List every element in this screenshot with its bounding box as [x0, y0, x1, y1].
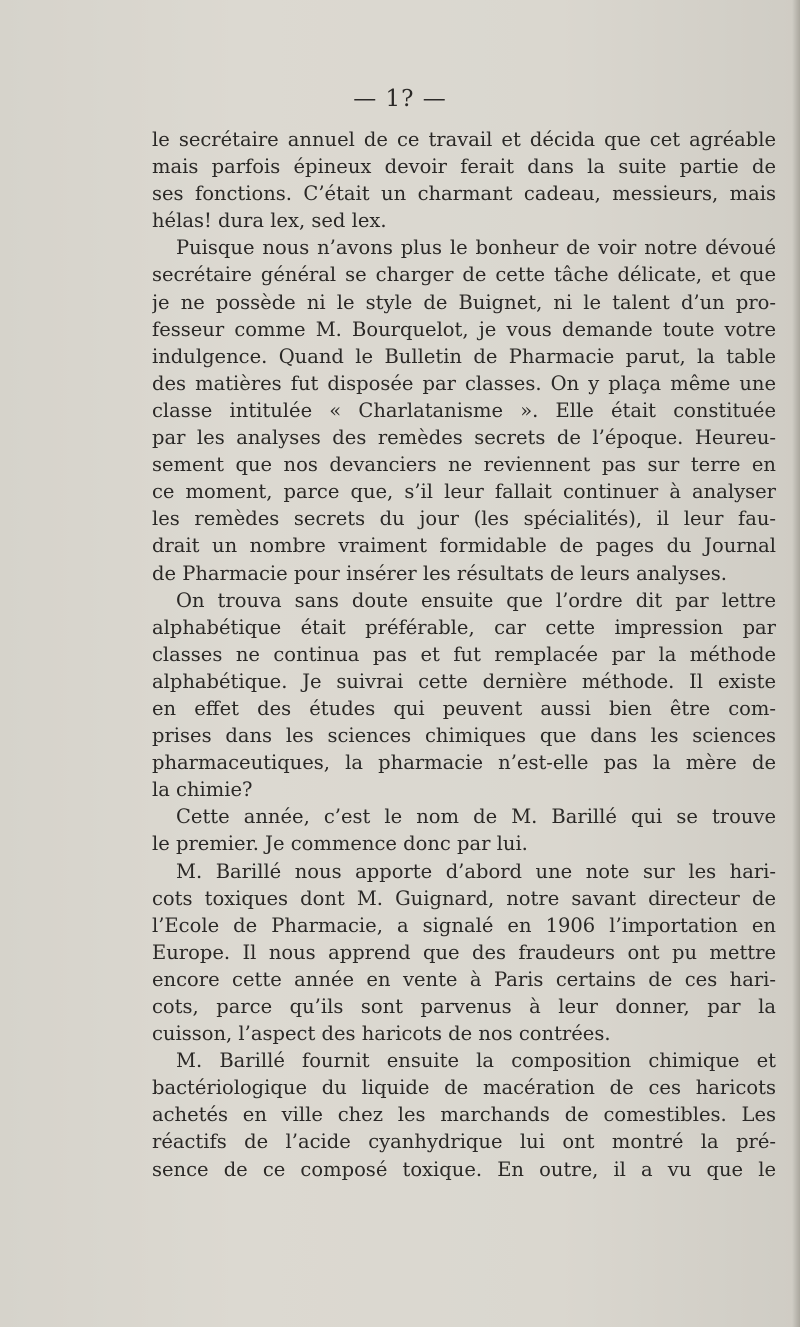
text-line: cots, parce qu’ils sont parvenus à leur donner, par la — [152, 995, 776, 1018]
text-line: M. Barillé nous apporte d’abord une note sur les hari- — [176, 859, 776, 883]
text-line: réactifs de l’acide cyanhydrique lui ont montré la pré- — [152, 1130, 776, 1154]
text-line: M. Barillé fournit ensuite la composition chimique et — [176, 1049, 776, 1073]
text-line: classe intitulée « Charlatanisme ». Elle était constituée — [152, 398, 776, 422]
text-line: Europe. Il nous apprend que des fraudeurs ont pu mettre — [152, 940, 776, 964]
text-line: je ne possède ni le style de Buignet, ni le talent d’un pro- — [152, 290, 776, 314]
text-line: drait un nombre vraiment formidable de pages du Journal — [152, 534, 776, 558]
text-line: hélas! dura lex, sed lex. — [152, 209, 387, 233]
text-line: fesseur comme M. Bourquelot, je vous demande toute votre — [152, 317, 776, 341]
text-line: secrétaire général se charger de cette tâche délicate, et que — [152, 263, 776, 287]
text-line: classes ne continua pas et fut remplacée par la méthode — [152, 642, 776, 666]
text-line: par les analyses des remèdes secrets de l’époque. Heureu- — [152, 426, 776, 450]
text-line: le secrétaire annuel de ce travail et décida que cet agréable — [152, 128, 776, 151]
page-edge-shadow — [792, 0, 800, 1327]
text-line: le premier. Je commence donc par lui. — [152, 832, 528, 856]
text-line: l’Ecole de Pharmacie, a signalé en 1906 l’importation en — [152, 913, 776, 937]
page-number: — 1? — — [353, 86, 447, 112]
text-line: en effet des études qui peuvent aussi bien être com- — [152, 696, 776, 720]
text-line: On trouva sans doute ensuite que l’ordre dit par lettre — [176, 588, 776, 612]
text-line: sence de ce composé toxique. En outre, il a vu que le — [152, 1157, 776, 1181]
text-line: alphabétique. Je suivrai cette dernière méthode. Il existe — [152, 669, 776, 693]
text-line: ce moment, parce que, s’il leur fallait continuer à analyser — [152, 480, 776, 504]
text-line: ses fonctions. C’était un charmant cadeau, messieurs, mais — [152, 182, 776, 206]
text-line: bactériologique du liquide de macération de ces haricots — [152, 1076, 776, 1100]
text-line: prises dans les sciences chimiques que dans les sciences — [152, 724, 776, 748]
text-line: Puisque nous n’avons plus le bonheur de voir notre dévoué — [176, 236, 776, 260]
text-line: mais parfois épineux devoir ferait dans la suite partie de — [152, 155, 776, 179]
text-line: encore cette année en vente à Paris certains de ces hari- — [152, 967, 776, 991]
text-line: les remèdes secrets du jour (les spécialités), il leur fau- — [152, 507, 776, 531]
text-line: cuisson, l’aspect des haricots de nos contrées. — [152, 1022, 611, 1046]
text-line: indulgence. Quand le Bulletin de Pharmacie parut, la table — [152, 344, 776, 368]
text-line: achetés en ville chez les marchands de comestibles. Les — [152, 1103, 776, 1127]
text-line: la chimie? — [152, 778, 253, 802]
text-line: Cette année, c’est le nom de M. Barillé qui se trouve — [176, 805, 776, 829]
text-line: cots toxiques dont M. Guignard, notre savant directeur de — [152, 886, 776, 910]
body-text — [152, 126, 776, 1183]
text-line: des matières fut disposée par classes. On y plaça même une — [152, 371, 776, 395]
text-line: de Pharmacie pour insérer les résultats de leurs analyses. — [152, 561, 727, 585]
text-line: alphabétique était préférable, car cette impression par — [152, 615, 776, 639]
text-line: sement que nos devanciers ne reviennent pas sur terre en — [152, 453, 776, 477]
text-line: pharmaceutiques, la pharmacie n’est-elle pas la mère de — [152, 751, 776, 775]
